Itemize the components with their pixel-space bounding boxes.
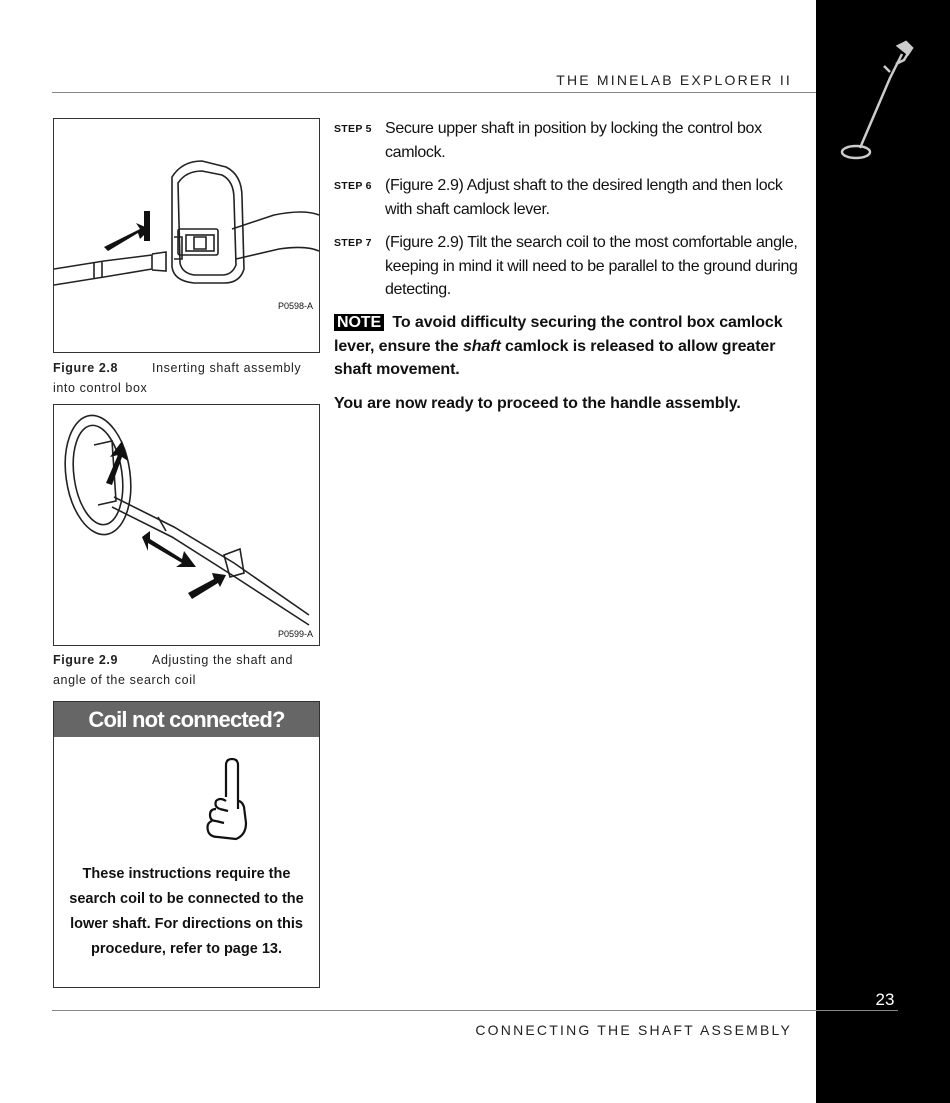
footer-rule [52, 1010, 898, 1011]
metal-detector-icon [826, 38, 926, 168]
note-emphasis: shaft [462, 337, 501, 355]
step-text: (Figure 2.9) Adjust shaft to the desired length and then lock with shaft camlock lever. [385, 177, 783, 218]
figure-label: Figure 2.8 [53, 361, 119, 375]
page-number: 23 [875, 990, 895, 1009]
step-text: Secure upper shaft in position by locking the control box camlock. [385, 120, 762, 161]
header-rule [52, 92, 816, 93]
step-label: STEP 7 [334, 237, 372, 249]
note-text-start: To avoid difficulty securing the control box camlock lever, ensure the [334, 314, 783, 355]
step-text: (Figure 2.9) Tilt the search coil to the most comfortable angle, keeping in mind it will need to be parallel to the ground during detecting. [385, 234, 798, 298]
running-footer: CONNECTING THE SHAFT ASSEMBLY [475, 1022, 792, 1038]
figure-label: Figure 2.9 [53, 653, 119, 667]
figure-code: P0599-A [277, 629, 313, 639]
coil-not-connected-box [53, 701, 320, 988]
running-header: THE MINELAB EXPLORER II [556, 72, 792, 88]
step-label: STEP 5 [334, 123, 372, 135]
figure-2-9-illustration [53, 404, 320, 646]
figure-caption-text: Inserting shaft assembly into control box [53, 361, 302, 395]
figure-2-9-caption [53, 650, 303, 690]
figure-2-8-caption [53, 358, 303, 398]
info-box-heading: Coil not connected? [54, 702, 319, 737]
info-box-text: These instructions require the search coil to be connected to the lower shaft. For directions on this procedure, refer to page 13. [69, 866, 304, 957]
note-badge: NOTE [334, 314, 384, 331]
note-paragraph [334, 311, 804, 382]
figure-2-8-illustration [53, 118, 320, 353]
note-text-end: camlock is released to allow greater shaft movement. [334, 337, 776, 378]
pointing-hand-icon [202, 757, 252, 845]
figure-code: P0598-A [277, 301, 313, 311]
step-label: STEP 6 [334, 180, 372, 192]
figure-caption-text: Adjusting the shaft and angle of the search coil [53, 653, 294, 687]
ready-statement: You are now ready to proceed to the handle assembly. [334, 395, 741, 412]
